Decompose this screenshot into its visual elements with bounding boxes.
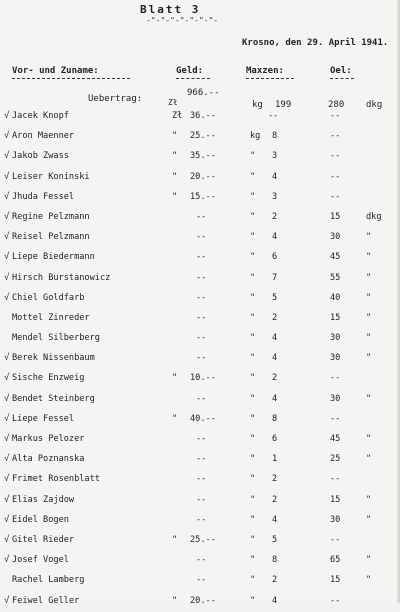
mass-amount: 4 xyxy=(272,595,278,606)
mass-unit: " xyxy=(250,373,256,384)
mass-unit: " xyxy=(250,333,256,344)
oel-amount: -- xyxy=(330,534,341,545)
check-mark: √ xyxy=(4,151,10,162)
mass-unit: " xyxy=(250,575,256,586)
mass-amount: 4 xyxy=(272,232,278,243)
check-mark: √ xyxy=(4,232,10,243)
mass-unit: " xyxy=(250,252,256,263)
geld-amount: -- xyxy=(196,292,207,303)
geld-amount: -- xyxy=(196,454,207,465)
oel-unit: " xyxy=(366,434,372,444)
header-rule-name xyxy=(12,78,130,79)
table-row xyxy=(0,390,400,410)
person-name: Sische Enzweig xyxy=(12,373,85,384)
geld-amount: -- xyxy=(196,252,207,263)
table-row xyxy=(0,188,400,208)
mass-unit: " xyxy=(250,413,256,424)
check-mark: √ xyxy=(4,292,10,303)
geld-amount: 20.-- xyxy=(190,171,216,182)
geld-amount: 35.-- xyxy=(190,151,216,162)
mass-amount: 4 xyxy=(272,353,278,364)
mass-unit: " xyxy=(250,494,256,505)
mass-unit: " xyxy=(250,232,256,243)
mass-amount: 8 xyxy=(272,555,278,566)
geld-amount: 20.-- xyxy=(190,595,216,606)
oel-amount: 40 xyxy=(330,292,341,303)
mass-unit: " xyxy=(250,171,256,182)
oel-unit: " xyxy=(366,333,372,344)
check-mark: √ xyxy=(4,252,10,263)
geld-amount: -- xyxy=(196,474,207,485)
geld-amount: 25.-- xyxy=(190,131,216,142)
geld-currency: " xyxy=(172,171,178,182)
oel-unit: dkg xyxy=(366,211,382,222)
oel-unit: " xyxy=(366,575,372,586)
oel-amount: 55 xyxy=(330,272,341,283)
person-name: Jhuda Fessel xyxy=(12,191,75,202)
oel-amount: 65 xyxy=(330,555,341,566)
oel-amount: 45 xyxy=(330,252,341,263)
geld-amount: -- xyxy=(196,575,207,586)
column-header-name: Vor- und Zuname: xyxy=(12,66,99,76)
oel-amount: 15 xyxy=(330,312,341,323)
carry-currency: Zł xyxy=(168,98,178,107)
check-mark: √ xyxy=(4,191,10,202)
check-mark: √ xyxy=(4,393,10,404)
geld-currency: Zł xyxy=(172,111,183,121)
oel-amount: -- xyxy=(330,111,341,121)
oel-amount: 30 xyxy=(330,353,341,364)
title-underline: -"-"-"-"-"-"-"- xyxy=(146,16,219,25)
table-row xyxy=(0,289,400,309)
table-row xyxy=(0,531,400,551)
mass-amount: 6 xyxy=(272,252,278,263)
mass-amount: 2 xyxy=(272,373,278,384)
mass-unit: " xyxy=(250,393,256,404)
oel-unit: " xyxy=(366,555,372,566)
table-row xyxy=(0,127,400,147)
geld-currency: " xyxy=(172,413,178,424)
mass-amount: 3 xyxy=(272,151,278,162)
mass-unit: " xyxy=(250,312,256,323)
oel-amount: 15 xyxy=(330,494,341,505)
person-name: Eidel Bogen xyxy=(12,514,69,525)
dateline: Krosno, den 29. April 1941. xyxy=(242,38,389,48)
table-row xyxy=(0,511,400,531)
oel-amount: -- xyxy=(330,191,341,202)
mass-amount: 2 xyxy=(272,474,278,485)
mass-unit: " xyxy=(250,292,256,303)
person-name: Mendel Silberberg xyxy=(12,333,100,344)
person-name: Elias Zajdow xyxy=(12,494,75,505)
geld-amount: 40.-- xyxy=(190,413,216,424)
oel-amount: 30 xyxy=(330,393,341,404)
table-row xyxy=(0,470,400,490)
table-row xyxy=(0,248,400,268)
person-name: Bendet Steinberg xyxy=(12,393,95,404)
mass-unit: " xyxy=(250,211,256,222)
mass-amount: 4 xyxy=(272,333,278,344)
geld-amount: 10.-- xyxy=(190,373,216,384)
oel-amount: -- xyxy=(330,474,341,485)
geld-currency: " xyxy=(172,373,178,384)
person-name: Feiwel Geller xyxy=(12,595,80,606)
geld-currency: " xyxy=(172,131,178,142)
mass-amount: 5 xyxy=(272,292,278,303)
check-mark: √ xyxy=(4,514,10,525)
page-title: Blatt 3 xyxy=(140,3,201,16)
oel-amount: 30 xyxy=(330,232,341,243)
mass-unit: " xyxy=(250,191,256,202)
person-name: Reisel Pelzmann xyxy=(12,232,90,243)
check-mark: √ xyxy=(4,454,10,465)
oel-amount: 15 xyxy=(330,575,341,586)
mass-unit: " xyxy=(250,534,256,545)
mass-unit: " xyxy=(250,595,256,606)
oel-unit: " xyxy=(366,272,372,283)
oel-amount: -- xyxy=(330,595,341,606)
column-header-geld: Geld: xyxy=(176,66,204,76)
oel-unit: " xyxy=(366,514,372,525)
mass-amount: 1 xyxy=(272,454,278,465)
geld-currency: " xyxy=(172,191,178,202)
check-mark: √ xyxy=(4,211,10,222)
oel-amount: 30 xyxy=(330,514,341,525)
person-name: Rachel Lamberg xyxy=(12,575,85,586)
table-row xyxy=(0,147,400,167)
oel-amount: 30 xyxy=(330,333,341,344)
person-name: Liepe Fessel xyxy=(12,413,75,424)
carry-oel-unit: dkg xyxy=(366,100,383,110)
mass-unit: " xyxy=(250,474,256,485)
geld-currency: " xyxy=(172,151,178,162)
table-row xyxy=(0,410,400,430)
person-name: Jakob Zwass xyxy=(12,151,69,162)
mass-amount: 5 xyxy=(272,534,278,545)
header-rule-oel xyxy=(330,78,354,79)
column-header-oel: Oel: xyxy=(330,66,352,76)
person-name: Aron Maenner xyxy=(12,131,75,142)
check-mark: √ xyxy=(4,555,10,566)
header-rule-massen xyxy=(246,78,294,79)
mass-amount: 2 xyxy=(272,575,278,586)
geld-amount: 36.-- xyxy=(190,111,216,121)
carry-label: Uebertrag: xyxy=(88,94,143,104)
check-mark: √ xyxy=(4,595,10,606)
person-name: Chiel Goldfarb xyxy=(12,292,85,303)
oel-unit: " xyxy=(366,312,372,323)
person-name: Berek Nissenbaum xyxy=(12,353,95,364)
check-mark: √ xyxy=(4,373,10,384)
check-mark: √ xyxy=(4,494,10,505)
oel-amount: -- xyxy=(330,131,341,142)
table-row xyxy=(0,369,400,389)
oel-unit: " xyxy=(366,494,372,505)
table-row xyxy=(0,551,400,571)
table-row xyxy=(0,430,400,450)
mass-amount: 6 xyxy=(272,434,278,444)
carry-mass: 199 xyxy=(275,100,292,110)
mass-unit: " xyxy=(250,454,256,465)
mass-amount: -- xyxy=(268,111,279,121)
table-row xyxy=(0,269,400,289)
mass-amount: 2 xyxy=(272,494,278,505)
check-mark: √ xyxy=(4,171,10,182)
oel-amount: 25 xyxy=(330,454,341,465)
mass-amount: 4 xyxy=(272,393,278,404)
table-row xyxy=(0,450,400,470)
oel-unit: " xyxy=(366,393,372,404)
ledger-rows xyxy=(0,107,400,612)
table-row xyxy=(0,168,400,188)
check-mark: √ xyxy=(4,353,10,364)
mass-amount: 8 xyxy=(272,413,278,424)
person-name: Leiser Koninski xyxy=(12,171,90,182)
person-name: Markus Pelozer xyxy=(12,434,85,444)
mass-unit: " xyxy=(250,514,256,525)
geld-amount: 15.-- xyxy=(190,191,216,202)
table-row xyxy=(0,309,400,329)
check-mark: √ xyxy=(4,434,10,444)
mass-unit: kg xyxy=(250,131,261,142)
geld-amount: -- xyxy=(196,272,207,283)
oel-amount: -- xyxy=(330,151,341,162)
geld-amount: -- xyxy=(196,333,207,344)
person-name: Alta Poznanska xyxy=(12,454,85,465)
geld-amount: -- xyxy=(196,434,207,444)
oel-amount: 45 xyxy=(330,434,341,444)
table-row xyxy=(0,228,400,248)
mass-unit: " xyxy=(250,151,256,162)
mass-unit: " xyxy=(250,353,256,364)
oel-amount: -- xyxy=(330,171,341,182)
table-row xyxy=(0,329,400,349)
person-name: Jacek Knopf xyxy=(12,111,69,121)
oel-amount: 15 xyxy=(330,211,341,222)
geld-currency: " xyxy=(172,534,178,545)
mass-amount: 7 xyxy=(272,272,278,283)
geld-amount: 25.-- xyxy=(190,534,216,545)
oel-unit: " xyxy=(366,353,372,364)
check-mark: √ xyxy=(4,413,10,424)
mass-amount: 4 xyxy=(272,171,278,182)
table-row xyxy=(0,349,400,369)
table-row xyxy=(0,592,400,612)
oel-unit: " xyxy=(366,292,372,303)
oel-amount: -- xyxy=(330,413,341,424)
carry-oel: 280 xyxy=(328,100,345,110)
table-row xyxy=(0,107,400,127)
check-mark: √ xyxy=(4,131,10,142)
person-name: Josef Vogel xyxy=(12,555,69,566)
mass-amount: 8 xyxy=(272,131,278,142)
person-name: Frimet Rosenblatt xyxy=(12,474,100,485)
check-mark: √ xyxy=(4,111,10,121)
geld-amount: -- xyxy=(196,232,207,243)
carry-mass-unit: kg xyxy=(252,100,263,110)
oel-unit: " xyxy=(366,252,372,263)
mass-amount: 4 xyxy=(272,514,278,525)
table-row xyxy=(0,491,400,511)
carry-geld: 966.-- xyxy=(187,88,220,98)
check-mark: √ xyxy=(4,534,10,545)
geld-amount: -- xyxy=(196,312,207,323)
table-row xyxy=(0,208,400,228)
mass-amount: 3 xyxy=(272,191,278,202)
person-name: Hirsch Burstanowicz xyxy=(12,272,111,283)
oel-unit: " xyxy=(366,232,372,243)
geld-amount: -- xyxy=(196,393,207,404)
geld-amount: -- xyxy=(196,555,207,566)
geld-amount: -- xyxy=(196,353,207,364)
mass-unit: " xyxy=(250,555,256,566)
header-rule-geld xyxy=(176,78,210,79)
table-row xyxy=(0,571,400,591)
geld-amount: -- xyxy=(196,514,207,525)
geld-amount: -- xyxy=(196,211,207,222)
person-name: Gitel Rieder xyxy=(12,534,75,545)
person-name: Mottel Zinreder xyxy=(12,312,90,323)
person-name: Liepe Biedermann xyxy=(12,252,95,263)
geld-currency: " xyxy=(172,595,178,606)
mass-amount: 2 xyxy=(272,312,278,323)
person-name: Regine Pelzmann xyxy=(12,211,90,222)
mass-unit: " xyxy=(250,272,256,283)
mass-amount: 2 xyxy=(272,211,278,222)
oel-unit: " xyxy=(366,454,372,465)
check-mark: √ xyxy=(4,474,10,485)
mass-unit: " xyxy=(250,434,256,444)
geld-amount: -- xyxy=(196,494,207,505)
oel-amount: -- xyxy=(330,373,341,384)
column-header-massen: Maxzen: xyxy=(246,66,284,76)
check-mark: √ xyxy=(4,272,10,283)
